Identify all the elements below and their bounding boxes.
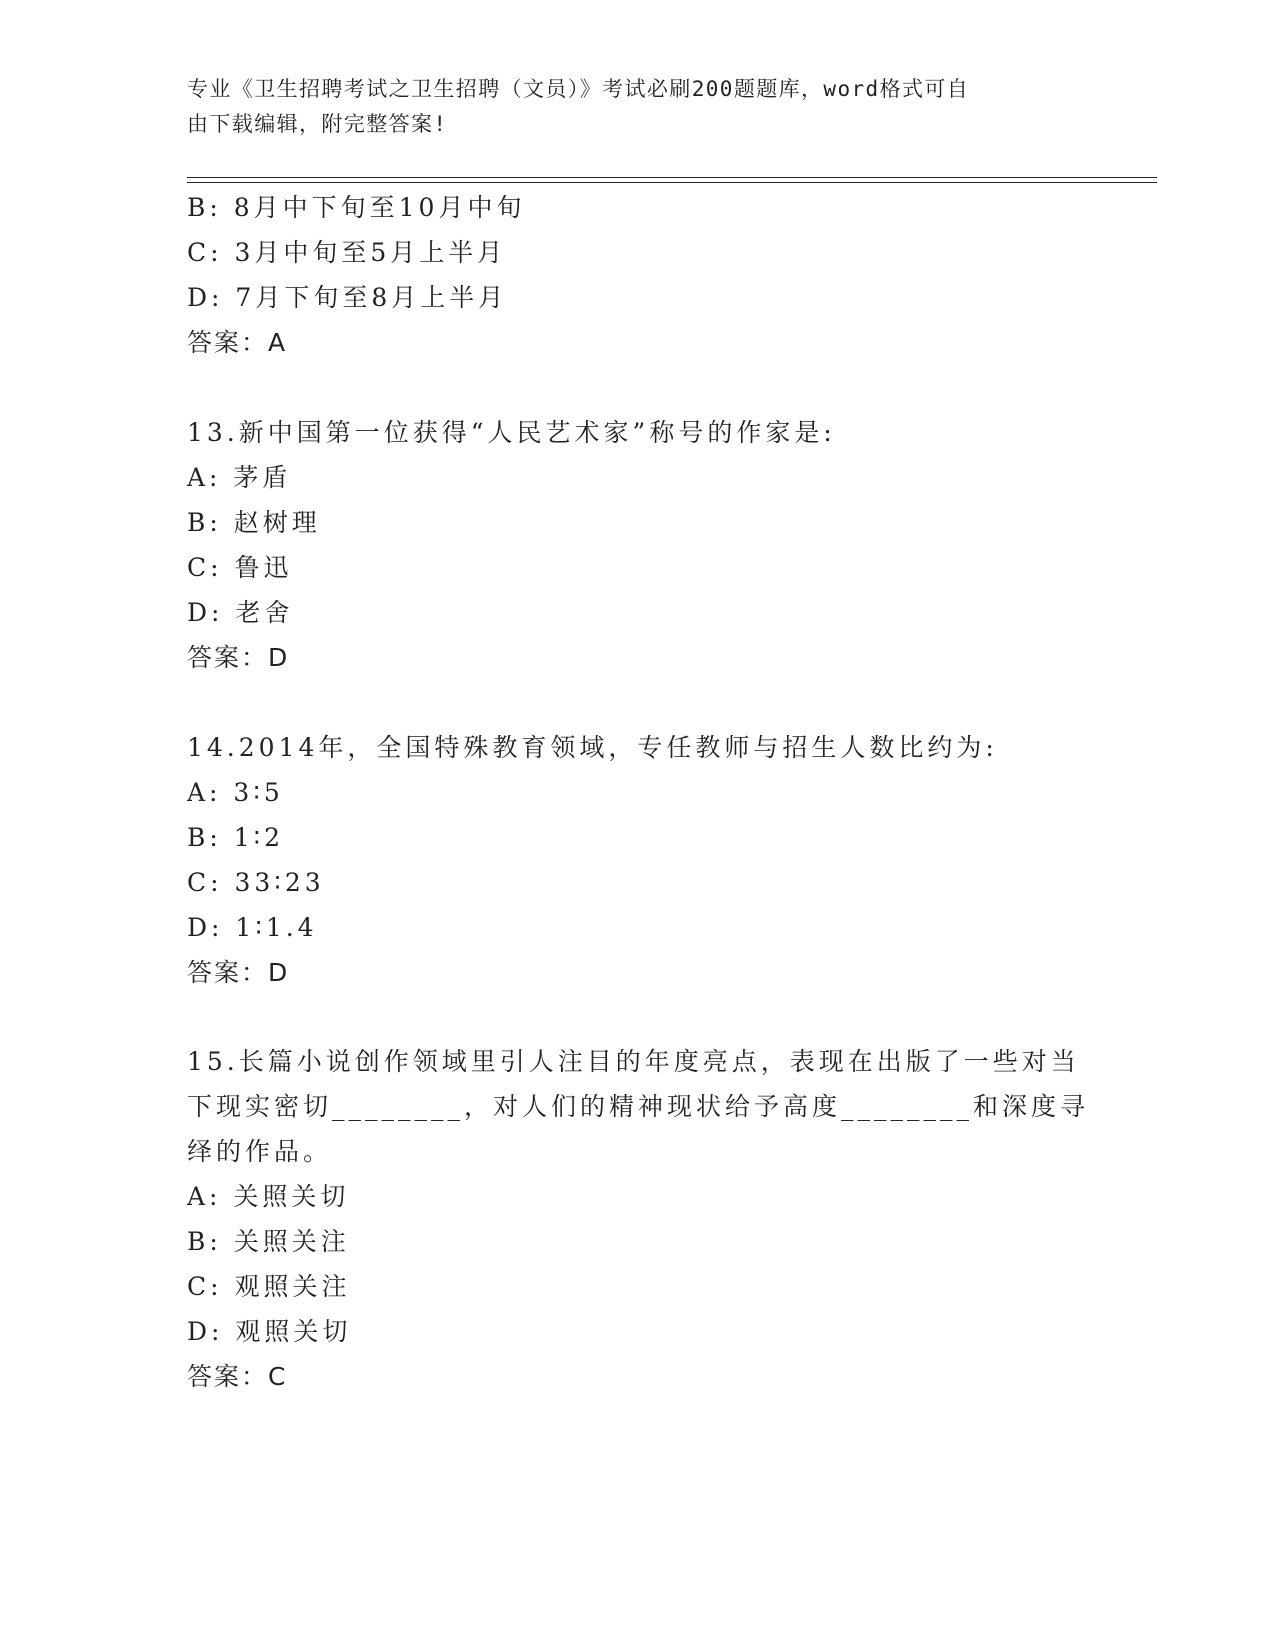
header-divider-bottom [187,182,1157,183]
answer: 答案：C [187,1362,288,1391]
document-header [187,72,1067,142]
question-stem: 13.新中国第一位获得“人民艺术家”称号的作家是: [187,418,836,447]
option-b: B: 8月中下旬至10月中旬 [187,193,526,222]
option-c: C: 33∶23 [187,868,325,897]
option-b: B: 赵树理 [187,508,321,537]
answer: 答案：D [187,958,290,987]
answer: 答案：A [187,328,288,357]
option-a: A: 茅盾 [187,463,292,492]
header-divider-top [187,177,1157,178]
option-c: C: 3月中旬至5月上半月 [187,238,507,267]
header-title-line-2: 由下载编辑，附完整答案! [187,112,448,136]
option-d: D: 老舍 [187,598,294,627]
question-stem-line-1: 15.长篇小说创作领域里引人注目的年度亮点，表现在出版了一些对当 [187,1047,1080,1076]
header-title-line-1: 专业《卫生招聘考试之卫生招聘（文员）》考试必刷200题题库，word格式可自 [187,77,970,101]
question-stem-line-3: 绎的作品。 [187,1137,333,1166]
option-b: B: 1∶2 [187,823,285,852]
option-c: C: 观照关注 [187,1272,351,1301]
option-d: D: 7月下旬至8月上半月 [187,283,508,312]
option-d: D: 观照关切 [187,1317,352,1346]
answer: 答案：D [187,643,290,672]
option-a: A: 关照关切 [187,1182,350,1211]
option-c: C: 鲁迅 [187,553,293,582]
option-d: D: 1∶1.4 [187,913,318,942]
question-stem: 14.2014年，全国特殊教育领域，专任教师与招生人数比约为: [187,733,998,762]
option-a: A: 3∶5 [187,778,284,807]
question-stem-line-2: 下现实密切________，对人们的精神现状给予高度________和深度寻 [187,1092,1090,1121]
option-b: B: 关照关注 [187,1227,350,1256]
